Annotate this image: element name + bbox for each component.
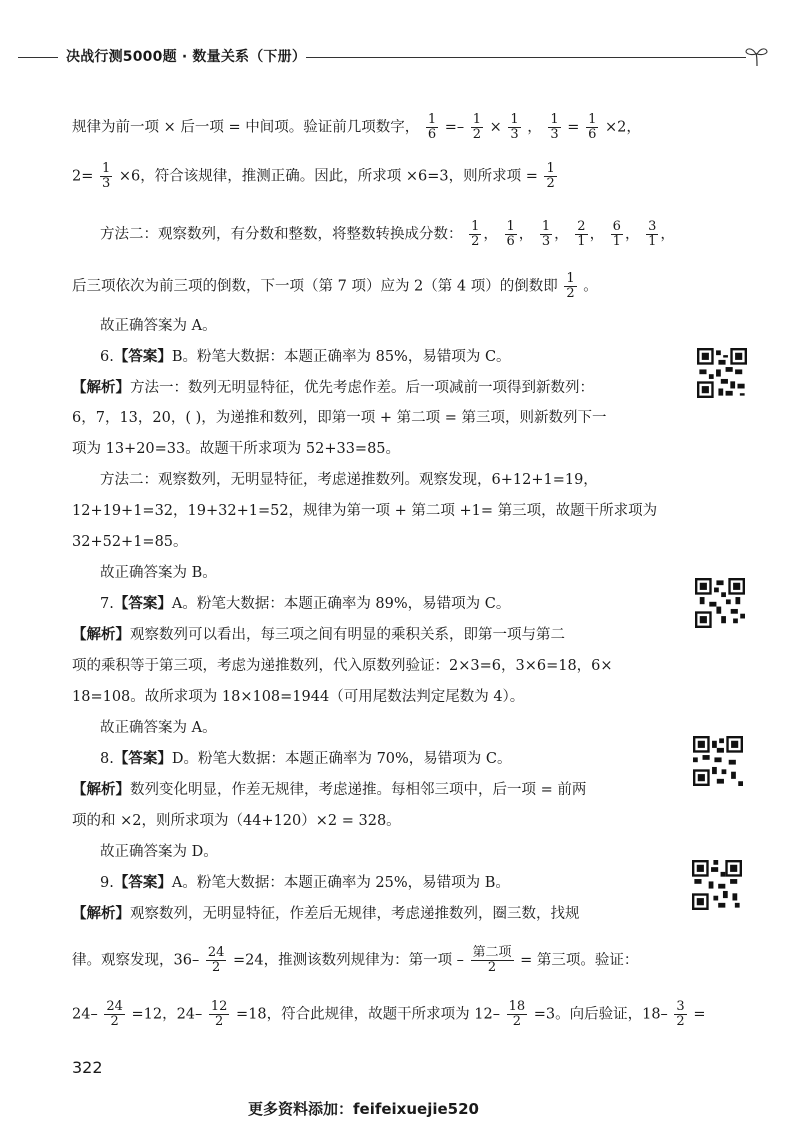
fraction: $\frac{2}{1}$ [577, 219, 586, 249]
text: 后三项依次为前三项的倒数，下一项（第 7 项）应为 2（第 4 项）的倒数即 [72, 278, 558, 295]
fraction: $\frac{3}{1}$ [648, 219, 657, 249]
text-line: 18=108。故所求项为 18×108=1944（可用尾数法判定尾数为 4）。 [72, 689, 525, 705]
text-line: 方法二：观察数列，有分数和整数，将整数转换成分数： $\frac{1}{2}$ ， $\frac{1}{6}$ ， $\frac{1}{3}$ ， $\frac{2}{1}$ ， $\frac{6}{1}$ ， $\frac{3}{1}$ ， [100, 219, 675, 249]
fraction: $\frac{1}{3}$ [541, 219, 551, 249]
analysis-label: 【解析】 [72, 627, 130, 643]
text: ×6，符合该规律，推测正确。因此，所求项 ×6=3，则所求项 = [118, 168, 538, 185]
qr-code-icon[interactable] [695, 578, 745, 628]
running-header [18, 44, 768, 72]
fraction: $\frac{12}{2}$ [210, 999, 228, 1029]
text-line [72, 272, 598, 301]
text: 2= [72, 168, 94, 185]
footer-note: 更多资料添加：feifeixuejie520 [248, 1100, 479, 1118]
text-line: 项的和 ×2，则所求项为（44+120）×2 = 328。 [72, 813, 401, 829]
fraction: $\frac{18}{2}$ [508, 999, 526, 1029]
fraction: $\frac{1}{6}$ [427, 112, 437, 142]
fraction: $\frac{\text{第二项}}{2}$ [472, 945, 512, 975]
text-line: 律。观察发现，36– $\frac{24}{2}$ =24，推测该数列规律为：第一项 – $\frac{\text{第二项}}{2}$ = 第三项。验证： [72, 945, 639, 975]
text: 方法二：观察数列，有分数和整数，将整数转换成分数： [100, 226, 463, 243]
text-line: 32+52+1=85。 [72, 534, 188, 550]
text-line: 【解析】方法一：数列无明显特征，优先考虑作差。后一项减前一项得到新数列： [72, 380, 594, 396]
fraction: $\frac{1}{3}$ [101, 161, 111, 191]
answer-line: 7.【答案】A。粉笔大数据：本题正确率为 89%，易错项为 C。 [100, 596, 511, 612]
answer-line: 8.【答案】D。粉笔大数据：本题正确率为 70%，易错项为 C。 [100, 751, 512, 767]
text-line: 故正确答案为 D。 [100, 844, 218, 860]
qr-code-icon[interactable] [692, 860, 742, 910]
fraction: $\frac{6}{1}$ [612, 219, 621, 249]
answer-label: 【答案】 [113, 875, 172, 891]
fraction: $\frac{1}{2}$ [471, 219, 480, 249]
text-line: 方法二：观察数列，无明显特征，考虑递推数列。观察发现，6+12+1=19， [100, 472, 598, 488]
fraction: $\frac{24}{2}$ [106, 999, 123, 1029]
fraction: $\frac{1}{3}$ [550, 112, 559, 142]
text-line: 项为 13+20=33。故题干所求项为 52+33=85。 [72, 441, 401, 457]
text-line: 规律为前一项 × 后一项 = 中间项。验证前几项数字， $\frac{1}{6}$ =– $\frac{1}{2}$ × $\frac{1}{3}$ ， $\frac{1}{3}$ = $\frac{1}{6}$ ×2， [72, 112, 641, 142]
sprout-icon [744, 44, 770, 68]
text-line: 24– $\frac{24}{2}$ =12，24– $\frac{12}{2}$ =18，符合此规律，故题干所求项为 12– $\frac{18}{2}$ =3。向后验证，18– $\frac{3}{2}$ = [72, 999, 706, 1029]
header-dash [18, 57, 58, 58]
fraction: $\frac{1}{6}$ [506, 219, 515, 249]
qr-code-icon[interactable] [697, 348, 747, 398]
answer-label: 【答案】 [113, 596, 172, 612]
fraction: $\frac{1}{6}$ [588, 112, 597, 142]
text-line: 【解析】观察数列，无明显特征，作差后无规律，考虑递推数列，圈三数，找规 [72, 906, 580, 922]
analysis-label: 【解析】 [72, 380, 130, 396]
text: ， [527, 119, 542, 136]
text-line: 【解析】观察数列可以看出，每三项之间有明显的乘积关系，即第一项与第二 [72, 627, 565, 643]
qr-code-icon[interactable] [693, 736, 743, 786]
fraction: $\frac{1}{2}$ [566, 271, 575, 301]
answer-line: 6.【答案】B。粉笔大数据：本题正确率为 85%，易错项为 C。 [100, 349, 511, 365]
answer-label: 【答案】 [113, 349, 172, 365]
fraction: $\frac{24}{2}$ [207, 945, 225, 975]
analysis-label: 【解析】 [72, 782, 130, 798]
text: = [567, 119, 580, 136]
fraction: $\frac{1}{2}$ [472, 112, 482, 142]
text-line: 6，7，13，20，( )，为递推和数列，即第一项 + 第二项 = 第三项，则新数列下一 [72, 410, 607, 426]
text-line: 故正确答案为 A。 [100, 318, 217, 334]
fraction: $\frac{3}{2}$ [676, 999, 685, 1029]
text-line: 故正确答案为 A。 [100, 720, 217, 736]
text: × [489, 119, 502, 136]
fraction: $\frac{1}{3}$ [510, 112, 519, 142]
answer-line: 9.【答案】A。粉笔大数据：本题正确率为 25%，易错项为 B。 [100, 875, 510, 891]
text: 。 [583, 278, 598, 295]
text: 规律为前一项 × 后一项 = 中间项。验证前几项数字， [72, 119, 420, 136]
fraction: $\frac{1}{2}$ [546, 161, 555, 191]
answer-label: 【答案】 [113, 751, 172, 767]
text-line [72, 162, 559, 191]
text-line: 【解析】数列变化明显，作差无规律，考虑递推。每相邻三项中，后一项 = 前两 [72, 782, 587, 798]
text-line: 项的乘积等于第三项，考虑为递推数列，代入原数列验证：2×3=6，3×6=18，6× [72, 658, 613, 674]
book-title: 决战行测5000题 · 数量关系（下册） [66, 49, 307, 65]
text: ×2， [604, 119, 641, 136]
header-rule [306, 57, 746, 58]
text-line: 故正确答案为 B。 [100, 565, 217, 581]
page-number: 322 [72, 1058, 103, 1077]
analysis-label: 【解析】 [72, 906, 130, 922]
text-line: 12+19+1=32，19+32+1=52，规律为第一项 + 第二项 +1= 第三项，故题干所求项为 [72, 503, 658, 519]
